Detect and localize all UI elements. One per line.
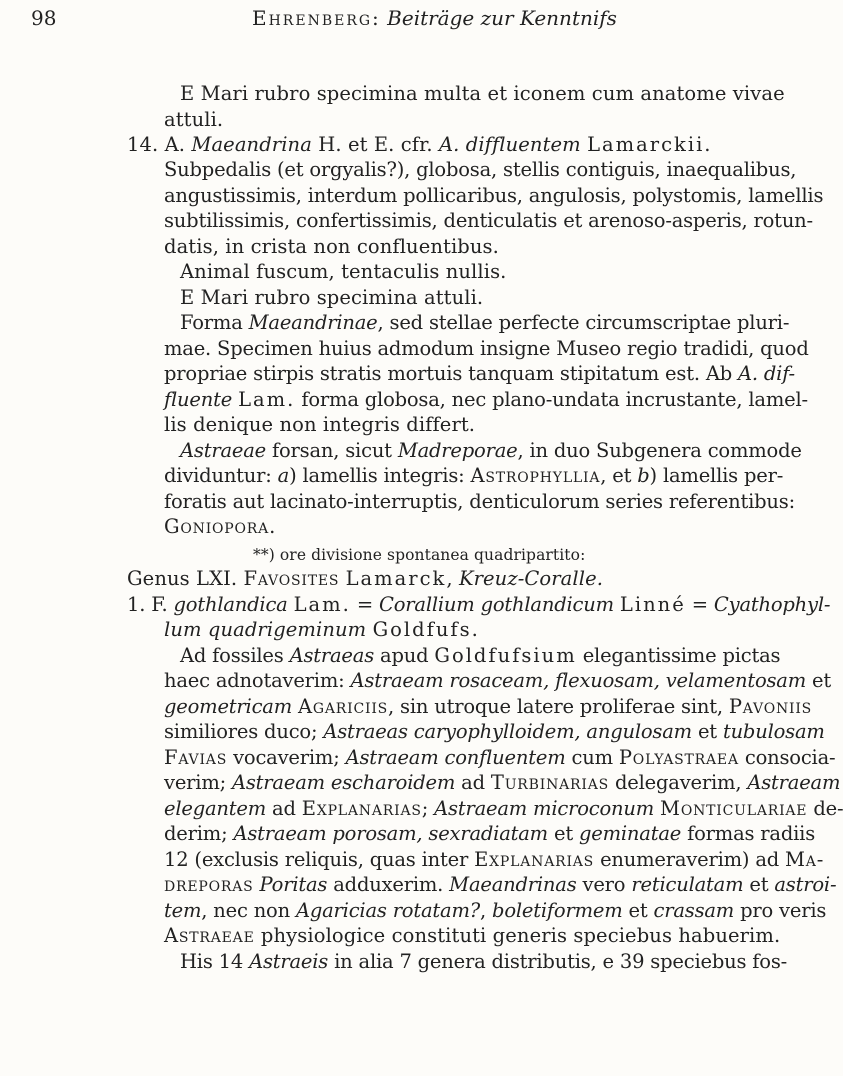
text-line <box>164 464 783 488</box>
text-run: Goldfufs. <box>372 618 480 641</box>
text-line <box>180 286 483 310</box>
text-line <box>164 209 813 233</box>
text-run: , sed stellae perfecte circumscriptae pluri- <box>377 311 790 334</box>
text-run: cum <box>565 746 619 769</box>
text-run: dividuntur: <box>164 464 278 487</box>
text-run: Turbinarias <box>490 771 610 794</box>
text-run: ad <box>455 771 491 794</box>
text-line <box>164 337 809 361</box>
text-line <box>127 133 713 157</box>
text-run: gothlandica <box>173 593 288 616</box>
text-run: delegaverim, <box>609 771 748 794</box>
text-run: Poritas <box>259 873 328 896</box>
text-line <box>180 311 789 335</box>
text-run: Astraeam microconum <box>434 797 655 820</box>
text-run: , nec non <box>201 899 296 922</box>
text-run: Lam. <box>293 593 351 616</box>
text-run: Madreporae <box>397 439 518 462</box>
text-run: E Mari rubro specimina attuli. <box>180 286 484 309</box>
text-run: crassam <box>653 899 735 922</box>
text-line <box>164 669 831 693</box>
text-run: Maeandrinae <box>248 311 378 334</box>
text-run: . <box>269 515 276 538</box>
text-run: , <box>480 899 493 922</box>
text-run: geometricam <box>164 695 293 718</box>
text-run: Forma <box>180 311 249 334</box>
text-run: verim; <box>164 771 232 794</box>
running-header <box>252 6 617 30</box>
text-line <box>164 848 824 872</box>
text-run: A. dif- <box>738 362 795 385</box>
text-run: H. et E. cfr. <box>311 133 439 156</box>
text-run: dreporas <box>164 873 254 896</box>
text-run: Animal fuscum, tentaculis nullis. <box>180 260 507 283</box>
text-line <box>127 593 830 617</box>
text-line <box>253 543 585 567</box>
text-run: His 14 <box>180 950 250 973</box>
text-run: ad <box>266 797 302 820</box>
text-run: Polyastraea <box>618 746 739 769</box>
text-run: derim; <box>164 822 234 845</box>
text-line <box>180 644 780 668</box>
text-run: vero <box>576 873 632 896</box>
text-run: et <box>691 720 723 743</box>
text-line <box>164 108 223 132</box>
text-run: vocaverim; <box>227 746 346 769</box>
text-run: in alia 7 genera distributis, e 39 speciebus fos- <box>328 950 788 973</box>
text-run: = <box>685 593 714 616</box>
text-run: Astrophyllia <box>470 464 601 487</box>
text-run: , in duo Subgenera commode <box>517 439 802 462</box>
text-run: lis denique non integris differt. <box>164 413 476 436</box>
text-run: Cyathophyl- <box>713 593 831 616</box>
text-run: Corallium gothlandicum <box>379 593 614 616</box>
text-run: Maeandrinas <box>449 873 577 896</box>
text-run: 1. F. <box>127 593 174 616</box>
text-line <box>180 950 787 974</box>
text-run: pro veris <box>734 899 827 922</box>
text-run: Favias <box>164 746 228 769</box>
text-line <box>164 362 795 386</box>
text-run: Explanarias <box>474 848 595 871</box>
text-run: b <box>637 464 650 487</box>
text-line <box>164 746 835 770</box>
text-run: apud <box>374 644 435 667</box>
text-run: elegantem <box>164 797 267 820</box>
text-line <box>164 490 795 514</box>
text-line <box>164 822 815 846</box>
text-run: Astraeis <box>249 950 329 973</box>
text-run: foratis aut lacinato-interruptis, denticulorum series referentibus: <box>164 490 795 513</box>
text-run: reticulatam <box>631 873 744 896</box>
text-run: Genus LXI. <box>127 567 244 590</box>
text-run: Agaricias rotatam? <box>295 899 481 922</box>
text-run: fluente <box>164 388 233 411</box>
text-run: **) ore divisione spontanea quadripartito: <box>253 546 586 564</box>
text-run: Subpedalis (et orgyalis?), globosa, stellis contiguis, inaequalibus, <box>164 158 797 181</box>
text-line <box>180 439 802 463</box>
text-run: subtilissimis, confertissimis, denticulatis et arenoso-asperis, rotun- <box>164 209 813 232</box>
text-line <box>164 158 796 182</box>
running-header-title: Beiträge zur Kenntnifs <box>387 6 617 30</box>
text-run: forsan, sicut <box>265 439 398 462</box>
text-run: Favosites <box>243 567 340 590</box>
text-run: tem <box>164 899 202 922</box>
text-run: Goldfufsium <box>434 644 577 667</box>
text-run: Astraeam confluentem <box>345 746 566 769</box>
text-run: attuli. <box>164 108 224 131</box>
text-run: , sin utroque latere proliferae sint, <box>388 695 729 718</box>
text-run: mae. Specimen huius admodum insigne Museo regio tradidi, quod <box>164 337 809 360</box>
text-run: forma globosa, nec plano-undata incrustante, lamel- <box>295 388 808 411</box>
text-run: , <box>446 567 459 590</box>
text-line <box>164 899 826 923</box>
text-run: tubulosam <box>722 720 825 743</box>
text-run: Astraeam rosaceam, flexuosam, velamentosam <box>350 669 807 692</box>
text-line <box>164 771 840 795</box>
text-run: formas radiis <box>681 822 816 845</box>
text-run: A. diffluentem <box>438 133 581 156</box>
text-run: Explanarias <box>301 797 422 820</box>
text-line <box>164 235 499 259</box>
page-number: 98 <box>31 6 57 30</box>
text-run: 14. A. <box>127 133 192 156</box>
text-run: Monticulariae <box>660 797 808 820</box>
text-run: Astraeae <box>164 924 255 947</box>
text-run: Lamarck <box>345 567 447 590</box>
text-line <box>164 184 823 208</box>
text-run: Ma- <box>785 848 825 871</box>
text-run: Astraeas <box>289 644 375 667</box>
text-run: Maeandrina <box>191 133 312 156</box>
text-run: Astraeas caryophylloidem, angulosam <box>323 720 692 743</box>
text-run: Lamarckii. <box>587 133 713 156</box>
text-run: et <box>743 873 775 896</box>
text-run: Astraeam escharoidem <box>231 771 456 794</box>
text-run: consocia- <box>738 746 836 769</box>
text-run: geminatae <box>578 822 682 845</box>
text-line <box>164 873 836 897</box>
text-run: et <box>622 899 654 922</box>
text-run: datis, in crista non confluentibus. <box>164 235 499 258</box>
text-run: Linné <box>619 593 686 616</box>
text-run: Ad fossiles <box>180 644 290 667</box>
text-run: , et <box>600 464 638 487</box>
text-line <box>164 515 275 539</box>
text-run: haec adnotaverim: <box>164 669 351 692</box>
text-run: adduxerim. <box>327 873 450 896</box>
text-run: E Mari rubro specimina multa et iconem cum anatome vivae <box>180 82 785 105</box>
text-run: similiores duco; <box>164 720 324 743</box>
text-run: Astraeae <box>180 439 266 462</box>
text-line <box>164 618 480 642</box>
text-run: elegantissime pictas <box>576 644 781 667</box>
text-line <box>164 924 780 948</box>
text-run: de- <box>807 797 843 820</box>
text-line <box>164 720 825 744</box>
text-run: 12 (exclusis reliquis, quas inter <box>164 848 475 871</box>
text-run: ; <box>421 797 435 820</box>
text-run: astroi- <box>774 873 837 896</box>
text-run: Agariciis <box>298 695 389 718</box>
text-line <box>164 413 475 437</box>
text-line <box>164 695 812 719</box>
text-run: angustissimis, interdum pollicaribus, angulosis, polystomis, lamellis <box>164 184 824 207</box>
text-run: Kreuz-Coralle. <box>458 567 604 590</box>
text-run: propriae stirpis stratis mortuis tanquam stipitatum est. Ab <box>164 362 738 385</box>
text-line <box>164 797 843 821</box>
text-run: = <box>350 593 380 616</box>
text-run: Pavoniis <box>728 695 813 718</box>
text-run: lum quadrigeminum <box>164 618 367 641</box>
running-header-author: Ehrenberg: <box>252 6 381 30</box>
text-run: et <box>806 669 831 692</box>
text-run: Astraeam <box>747 771 841 794</box>
text-run: physiologice constituti generis speciebus habuerim. <box>254 924 781 947</box>
text-run: Goniopora <box>164 515 270 538</box>
text-run: ) lamellis integris: <box>289 464 471 487</box>
text-line <box>180 82 785 106</box>
text-line <box>127 567 603 591</box>
text-run: enumeraverim) ad <box>594 848 786 871</box>
text-run: boletiformem <box>492 899 623 922</box>
text-run: ) lamellis per- <box>649 464 784 487</box>
text-run: Lam. <box>238 388 296 411</box>
text-run: et <box>547 822 579 845</box>
text-line <box>180 260 506 284</box>
text-run: Astraeam porosam, sexradiatam <box>233 822 548 845</box>
text-line <box>164 388 808 412</box>
text-run: a <box>277 464 290 487</box>
